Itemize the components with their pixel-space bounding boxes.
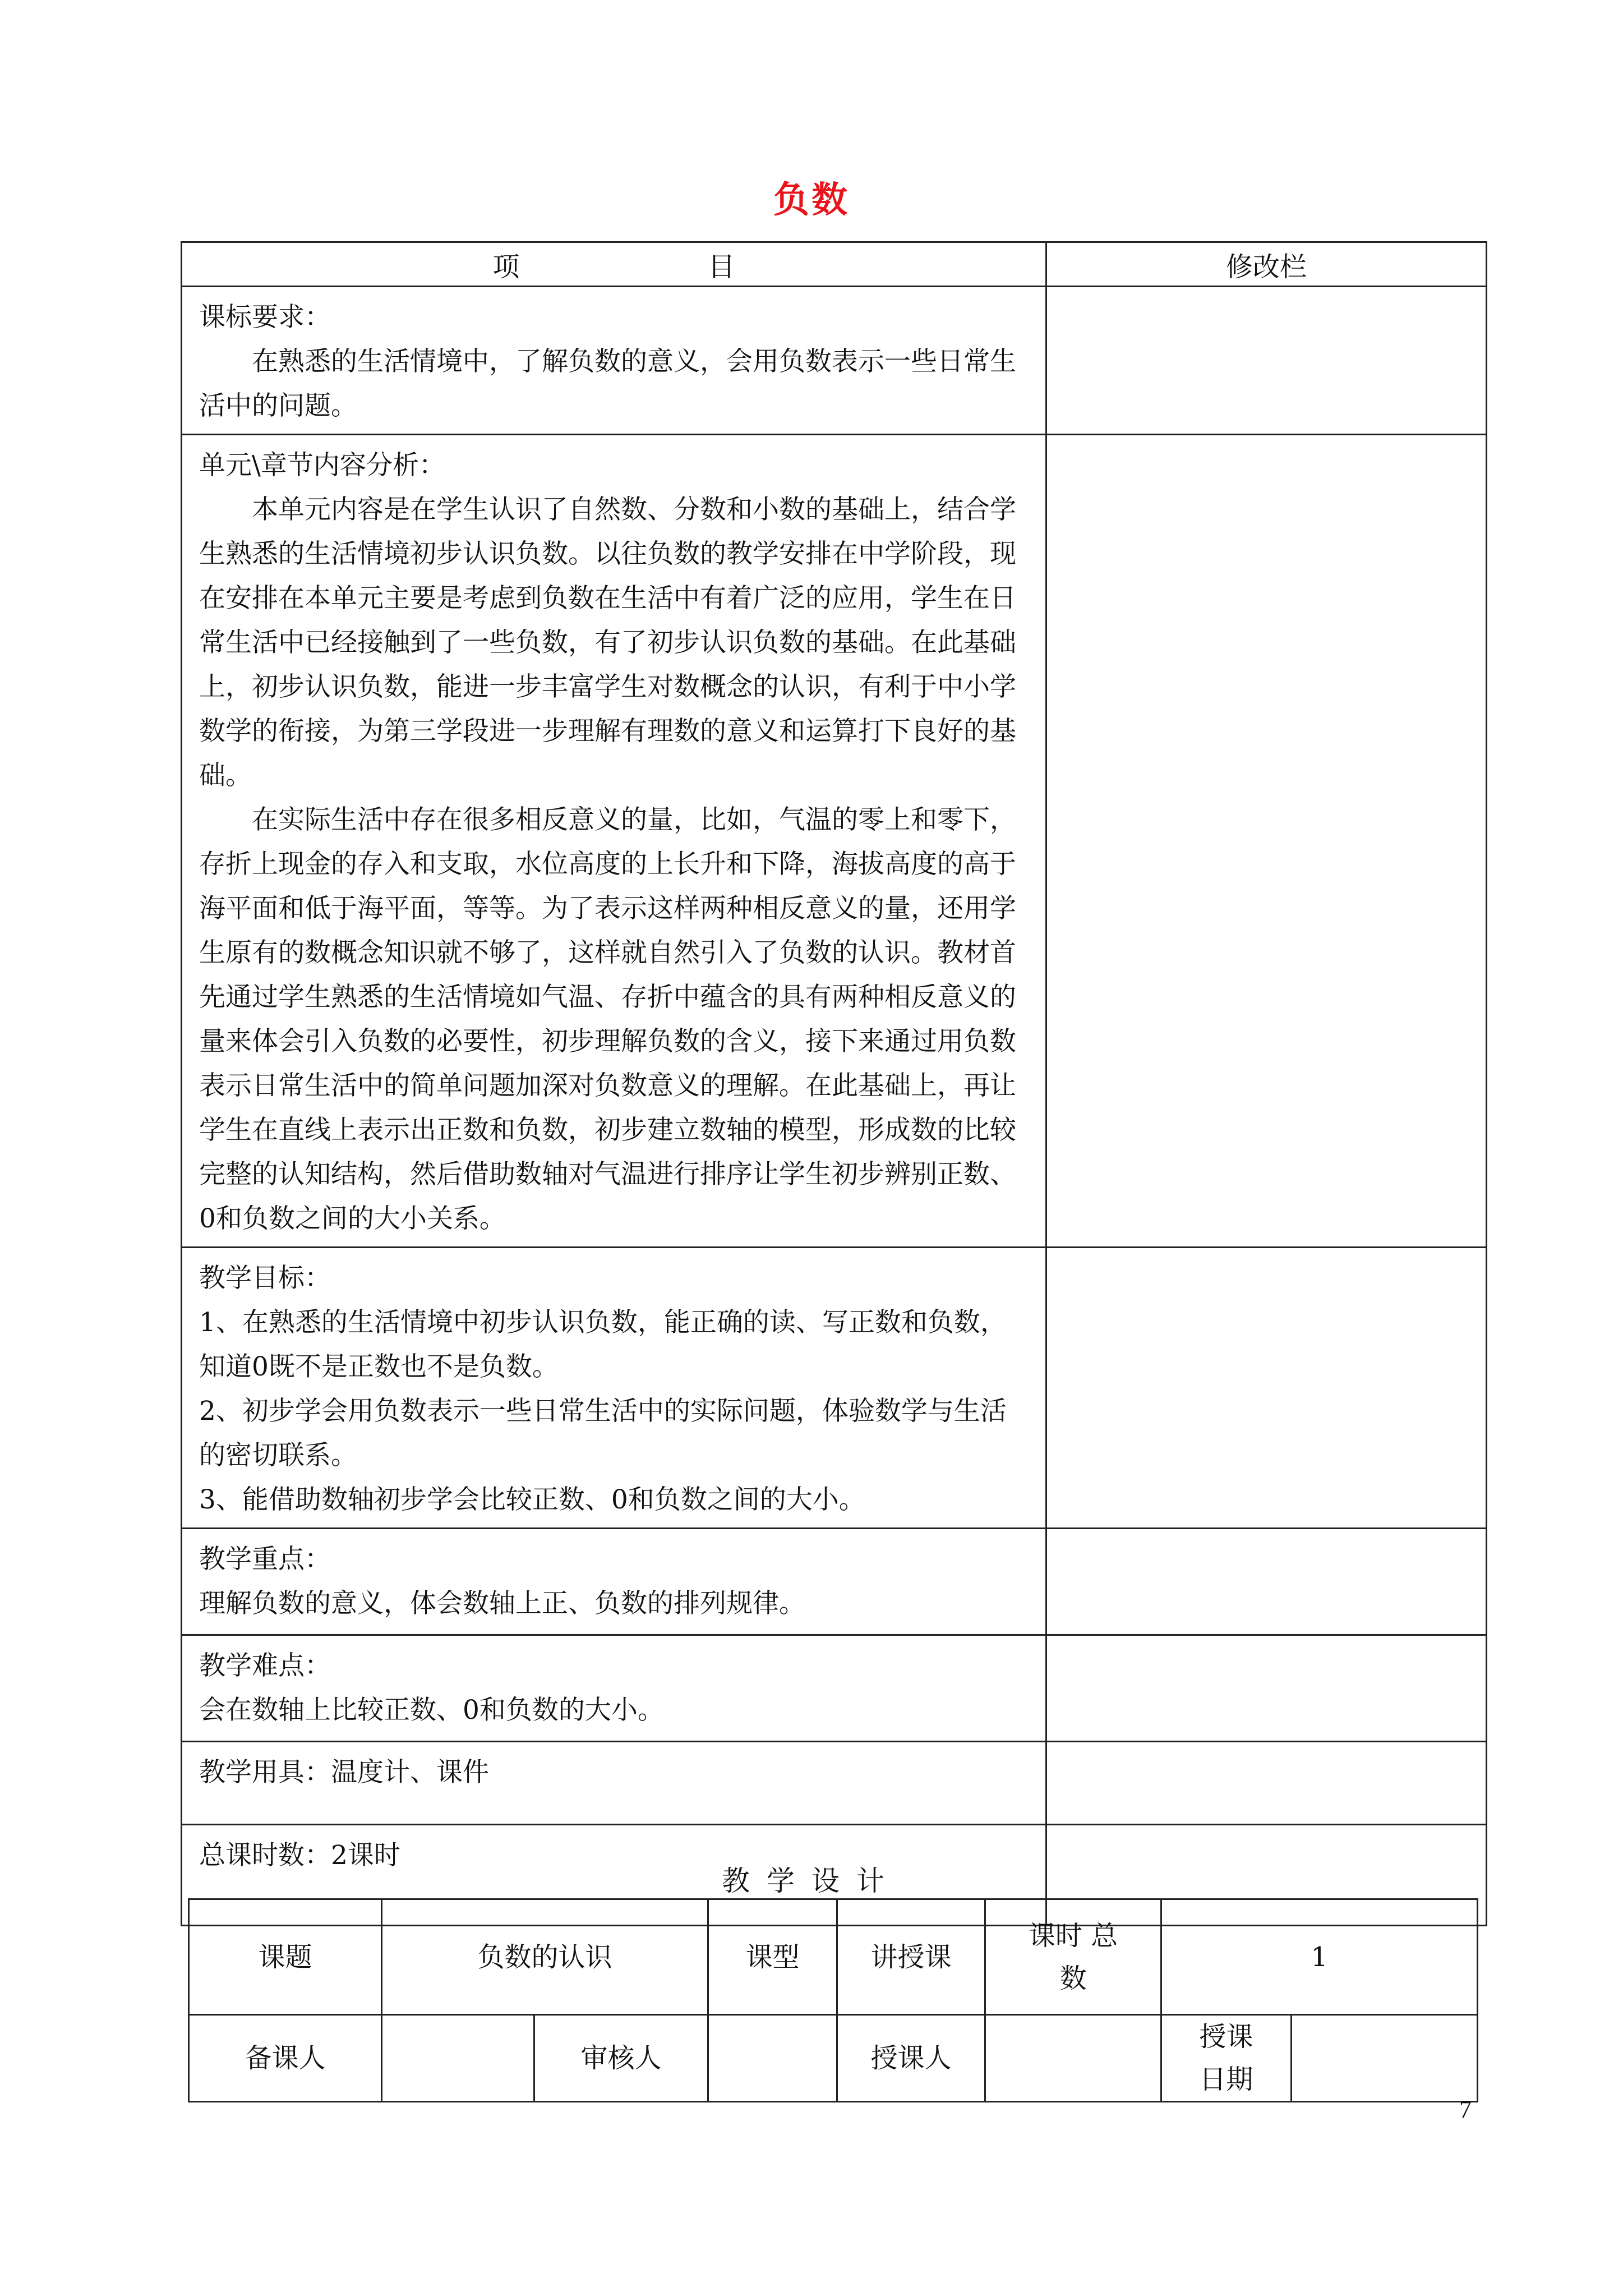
- revision-cell[interactable]: [1046, 1635, 1486, 1742]
- paragraph: 本单元内容是在学生认识了自然数、分数和小数的基础上，结合学生熟悉的生活情境初步认识负数。以往负数的教学安排在中学阶段，现在安排在本单元主要是考虑到负数在生活中有着广泛的应用，学生在日常生活中已经接触到了一些负数，有了初步认识负数的基础。在此基础上，初步认识负数，能进一步丰富学生对数概念的认识，有利于中小学数学的衔接，为第三学段进一步理解有理数的意义和运算打下良好的基础。: [199, 494, 1016, 791]
- objective-item: 3、能借助数轴初步学会比较正数、0和负数之间的大小。: [199, 1484, 865, 1515]
- revision-cell[interactable]: [1046, 287, 1486, 435]
- row-label: 课标要求：: [199, 302, 331, 333]
- objective-item: 2、初步学会用负数表示一些日常生活中的实际问题，体验数学与生活的密切联系。: [199, 1396, 1007, 1471]
- row-teaching-tools: [182, 1742, 1487, 1825]
- content-analysis-cell: [182, 435, 1046, 1248]
- date-value[interactable]: [1292, 2015, 1478, 2102]
- objective-item: 1、在熟悉的生活情境中初步认识负数，能正确的读、写正数和负数，知道0既不是正数也不是负数。: [199, 1307, 1007, 1382]
- row-label: 单元\章节内容分析：: [199, 450, 445, 481]
- teaching-tools-cell: [182, 1742, 1046, 1825]
- key-points-cell: [182, 1529, 1046, 1635]
- topic-label: 课题: [189, 1899, 382, 2015]
- periods-label-line: 课时 总: [1028, 1920, 1118, 1952]
- page-number: 7: [1459, 2096, 1472, 2123]
- page-title: 负数: [773, 179, 850, 221]
- periods-label-line: 数: [1059, 1962, 1087, 1994]
- difficulty-text: 会在数轴上比较正数、0和负数的大小。: [199, 1695, 664, 1726]
- teacher-value[interactable]: [985, 2015, 1161, 2102]
- lesson-plan-table: [181, 241, 1487, 1926]
- periods-value: 1: [1161, 1899, 1478, 2015]
- row-label: 教学难点：: [199, 1650, 331, 1681]
- paragraph: 在熟悉的生活情境中，了解负数的意义，会用负数表示一些日常生活中的问题。: [199, 346, 1016, 421]
- type-value: 讲授课: [837, 1899, 985, 2015]
- teacher-label: 授课人: [837, 2015, 985, 2102]
- header-item: 项 目: [182, 242, 1046, 287]
- teaching-tools-value: 温度计、课件: [331, 1757, 489, 1788]
- design-row-staff: [189, 2015, 1478, 2102]
- total-periods-value: 2课时: [331, 1840, 400, 1871]
- row-label: 教学用具：: [199, 1757, 331, 1788]
- difficulties-cell: [182, 1635, 1046, 1742]
- design-row-topic: [189, 1899, 1478, 2015]
- reviewer-value[interactable]: [708, 2015, 837, 2102]
- plan-header-row: [182, 242, 1487, 287]
- date-label-line: 授课: [1199, 2021, 1253, 2053]
- design-section-title: 教学设计: [722, 1865, 901, 1897]
- row-label: 总课时数：: [199, 1840, 331, 1871]
- row-difficulties: [182, 1635, 1487, 1742]
- periods-label: [985, 1899, 1161, 2015]
- preparer-label: 备课人: [189, 2015, 382, 2102]
- revision-cell[interactable]: [1046, 1742, 1486, 1825]
- row-content-analysis: [182, 435, 1487, 1248]
- curriculum-requirements-cell: [182, 287, 1046, 435]
- revision-cell[interactable]: [1046, 1529, 1486, 1635]
- type-label: 课型: [708, 1899, 837, 2015]
- topic-value: 负数的认识: [382, 1899, 708, 2015]
- row-curriculum-requirements: [182, 287, 1487, 435]
- date-label: [1161, 2015, 1292, 2102]
- revision-cell[interactable]: [1046, 435, 1486, 1248]
- row-label: 教学重点：: [199, 1544, 331, 1575]
- lesson-design-table: [188, 1898, 1478, 2102]
- paragraph: 在实际生活中存在很多相反意义的量，比如，气温的零上和零下，存折上现金的存入和支取，水位高度的上长升和下降，海拔高度的高于海平面和低于海平面，等等。为了表示这样两种相反意义的量，还用学生原有的数概念知识就不够了，这样就自然引入了负数的认识。教材首先通过学生熟悉的生活情境如气温、存折中蕴含的具有两种相反意义的量来体会引入负数的必要性，初步理解负数的含义，接下来通过用负数表示日常生活中的简单问题加深对负数意义的理解。在此基础上，再让学生在直线上表示出正数和负数，初步建立数轴的模型，形成数的比较完整的认知结构，然后借助数轴对气温进行排序让学生初步辨别正数、0和负数之间的大小关系。: [199, 804, 1016, 1234]
- date-label-line: 日期: [1199, 2064, 1253, 2095]
- reviewer-label: 审核人: [534, 2015, 708, 2102]
- preparer-value[interactable]: [382, 2015, 534, 2102]
- key-point-text: 理解负数的意义，体会数轴上正、负数的排列规律。: [199, 1588, 805, 1619]
- row-key-points: [182, 1529, 1487, 1635]
- row-label: 教学目标：: [199, 1263, 331, 1294]
- row-teaching-objectives: [182, 1248, 1487, 1529]
- revision-cell[interactable]: [1046, 1248, 1486, 1529]
- teaching-objectives-cell: [182, 1248, 1046, 1529]
- header-revision: 修改栏: [1046, 242, 1486, 287]
